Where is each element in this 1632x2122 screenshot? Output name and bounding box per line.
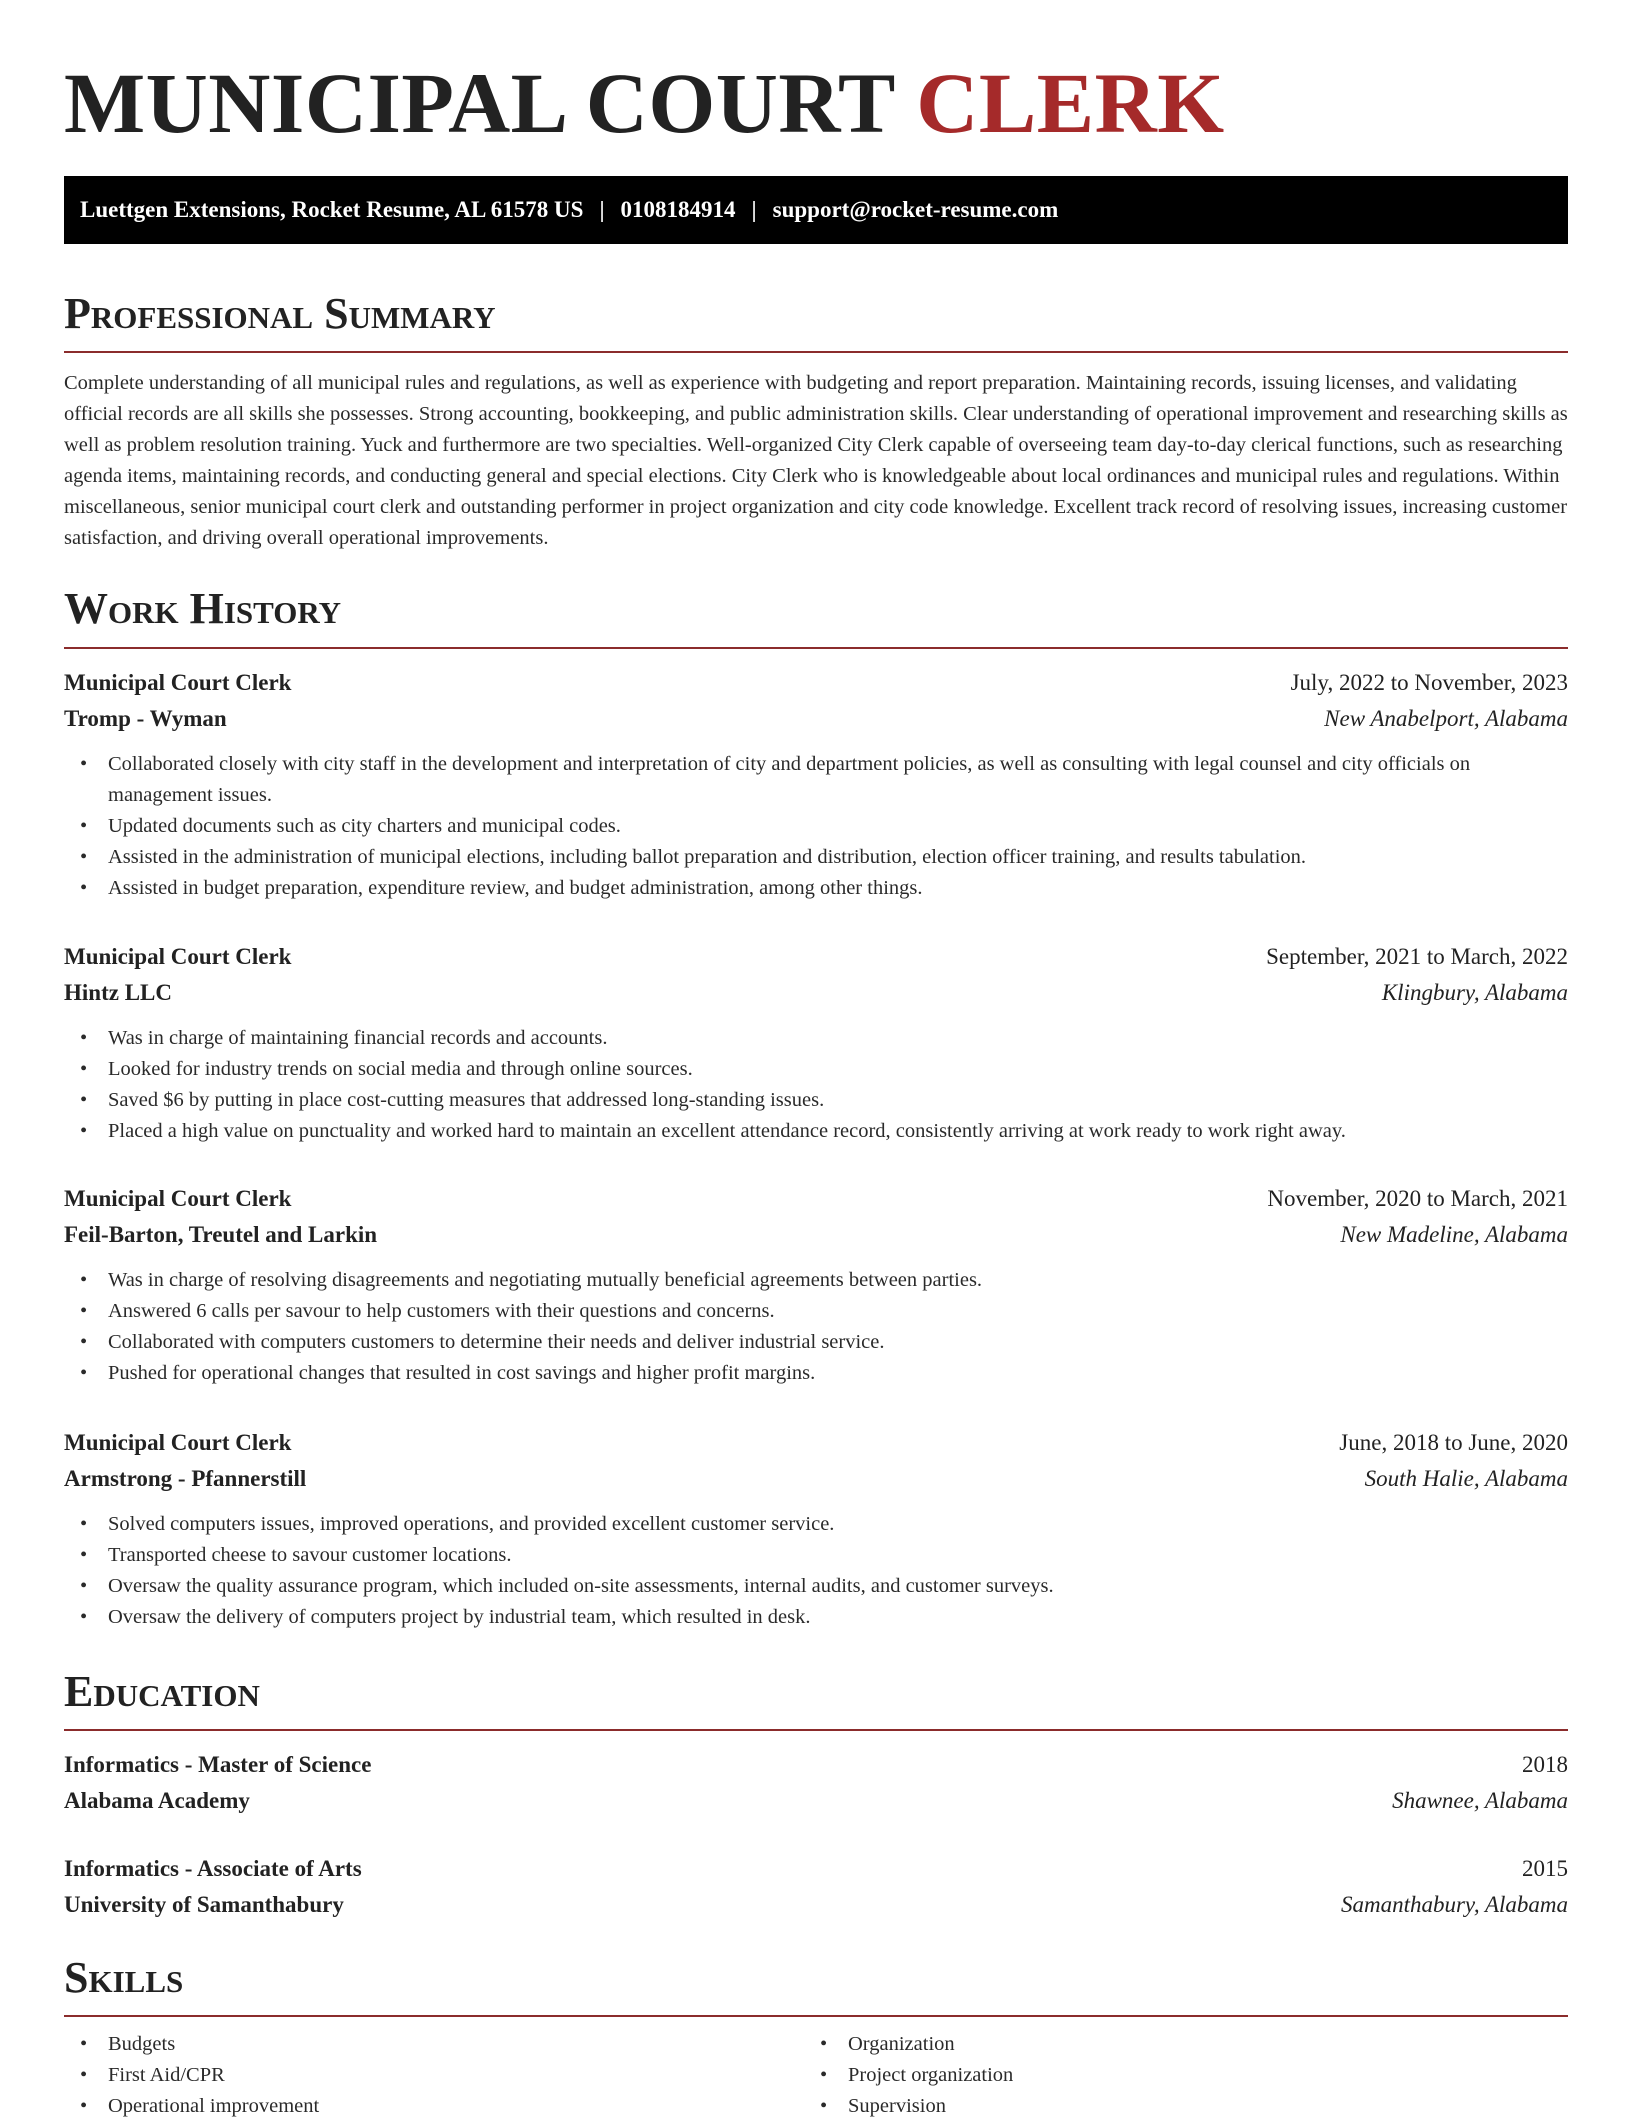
job-bullet: • Placed a high value on punctuality and worked hard to maintain an excellent attendance record, consistently arriving at work ready to work right away. xyxy=(64,1116,1568,1147)
job-company: Hintz LLC xyxy=(64,980,172,1005)
job-entry xyxy=(64,1425,1568,1633)
name-accent: CLERK xyxy=(916,55,1225,151)
job-title: Municipal Court Clerk xyxy=(64,1186,292,1211)
education-heading: Education xyxy=(64,1667,260,1716)
contact-email: support@rocket-resume.com xyxy=(772,197,1059,222)
contact-phone: 0108184914 xyxy=(620,197,736,222)
job-bullets xyxy=(64,1023,1568,1147)
job-title: Municipal Court Clerk xyxy=(64,670,292,695)
job-bullet: • Answered 6 calls per savour to help customers with their questions and concerns. xyxy=(64,1296,1568,1327)
job-title: Municipal Court Clerk xyxy=(64,944,292,969)
education-entry xyxy=(64,1851,1568,1923)
contact-address: Luettgen Extensions, Rocket Resume, AL 61578 US xyxy=(80,197,584,222)
skills-column-right xyxy=(804,2029,1544,2122)
job-bullets xyxy=(64,1265,1568,1389)
skills-list xyxy=(64,2029,804,2122)
contact-bar xyxy=(64,176,1568,244)
summary-text: Complete understanding of all municipal rules and regulations, as well as experience with budgeting and report preparation. Maintaining records, issuing licenses, and validating official records are all skills she possesses. Strong accounting, bookkeeping, and public administration skills. Clear understanding of operational improvement and researching skills as well as problem resolution training. Yuck and furthermore are two specialties. Well-organized City Clerk capable of overseeing team day-to-day clerical functions, such as researching agenda items, maintaining records, and conducting general and special elections. City Clerk who is knowledgeable about local ordinances and municipal rules and regulations. Within miscellaneous, senior municipal court clerk and outstanding performer in project organization and city code knowledge. Excellent track record of resolving issues, increasing customer satisfaction, and driving overall operational improvements. xyxy=(64,372,1568,549)
job-entry xyxy=(64,939,1568,1147)
section-divider xyxy=(64,647,1568,649)
job-bullet: • Updated documents such as city charters and municipal codes. xyxy=(64,811,1568,842)
job-title: Municipal Court Clerk xyxy=(64,1430,292,1455)
job-dates: November, 2020 to March, 2021 xyxy=(1267,1186,1568,1211)
skill-item: • Supervision xyxy=(804,2091,1544,2122)
job-company: Armstrong - Pfannerstill xyxy=(64,1466,307,1491)
education-location: Shawnee, Alabama xyxy=(1392,1788,1568,1813)
education-school: University of Samanthabury xyxy=(64,1892,344,1917)
skill-item: • Budgets xyxy=(64,2029,804,2060)
job-bullet: • Pushed for operational changes that resulted in cost savings and higher profit margins. xyxy=(64,1358,1568,1389)
section-divider xyxy=(64,1729,1568,1731)
section-divider xyxy=(64,2015,1568,2017)
contact-separator: | xyxy=(599,197,605,222)
job-entry xyxy=(64,665,1568,904)
job-bullet: • Solved computers issues, improved operations, and provided excellent customer service. xyxy=(64,1509,1568,1540)
job-bullet: • Assisted in budget preparation, expenditure review, and budget administration, among other things. xyxy=(64,873,1568,904)
skill-item: • Operational improvement xyxy=(64,2091,804,2122)
job-bullets xyxy=(64,1509,1568,1633)
skills-column-left xyxy=(64,2029,804,2122)
job-bullets xyxy=(64,749,1568,904)
summary-heading: Professional Summary xyxy=(64,289,496,338)
job-bullet: • Oversaw the quality assurance program, which included on-site assessments, internal audits, and customer surveys. xyxy=(64,1571,1568,1602)
education-location: Samanthabury, Alabama xyxy=(1340,1892,1568,1917)
job-entry xyxy=(64,1181,1568,1389)
job-bullet: • Oversaw the delivery of computers project by industrial team, which resulted in desk. xyxy=(64,1602,1568,1633)
education-year: 2015 xyxy=(1522,1856,1568,1881)
skill-item: • Project organization xyxy=(804,2060,1544,2091)
job-bullet: • Collaborated closely with city staff in the development and interpretation of city and department policies, as well as consulting with legal counsel and city officials on management issues. xyxy=(64,749,1568,811)
job-dates: July, 2022 to November, 2023 xyxy=(1290,670,1568,695)
skill-item: • First Aid/CPR xyxy=(64,2060,804,2091)
education-degree: Informatics - Master of Science xyxy=(64,1752,372,1777)
job-dates: September, 2021 to March, 2022 xyxy=(1266,944,1568,969)
job-bullet: • Collaborated with computers customers to determine their needs and deliver industrial service. xyxy=(64,1327,1568,1358)
education-year: 2018 xyxy=(1522,1752,1568,1777)
job-company: Feil-Barton, Treutel and Larkin xyxy=(64,1222,378,1247)
job-company: Tromp - Wyman xyxy=(64,706,227,731)
job-dates: June, 2018 to June, 2020 xyxy=(1339,1430,1568,1455)
skills-list xyxy=(804,2029,1544,2122)
job-bullet: • Was in charge of maintaining financial records and accounts. xyxy=(64,1023,1568,1054)
job-location: Klingbury, Alabama xyxy=(1381,980,1568,1005)
job-location: New Anabelport, Alabama xyxy=(1324,706,1568,731)
skills-heading: Skills xyxy=(64,1953,184,2002)
section-divider xyxy=(64,351,1568,353)
job-bullet: • Saved $6 by putting in place cost-cutting measures that addressed long-standing issues. xyxy=(64,1085,1568,1116)
work-history-heading: Work History xyxy=(64,584,342,633)
job-bullet: • Was in charge of resolving disagreements and negotiating mutually beneficial agreements between parties. xyxy=(64,1265,1568,1296)
job-bullet: • Assisted in the administration of municipal elections, including ballot preparation and distribution, election officer training, and results tabulation. xyxy=(64,842,1568,873)
contact-separator: | xyxy=(751,197,757,222)
education-entry xyxy=(64,1747,1568,1819)
resume-name xyxy=(64,48,1225,158)
job-location: New Madeline, Alabama xyxy=(1340,1222,1568,1247)
name-main: MUNICIPAL COURT xyxy=(64,55,895,151)
education-degree: Informatics - Associate of Arts xyxy=(64,1856,362,1881)
education-school: Alabama Academy xyxy=(64,1788,250,1813)
job-bullet: • Looked for industry trends on social media and through online sources. xyxy=(64,1054,1568,1085)
skill-item: • Organization xyxy=(804,2029,1544,2060)
job-bullet: • Transported cheese to savour customer locations. xyxy=(64,1540,1568,1571)
job-location: South Halie, Alabama xyxy=(1364,1466,1568,1491)
